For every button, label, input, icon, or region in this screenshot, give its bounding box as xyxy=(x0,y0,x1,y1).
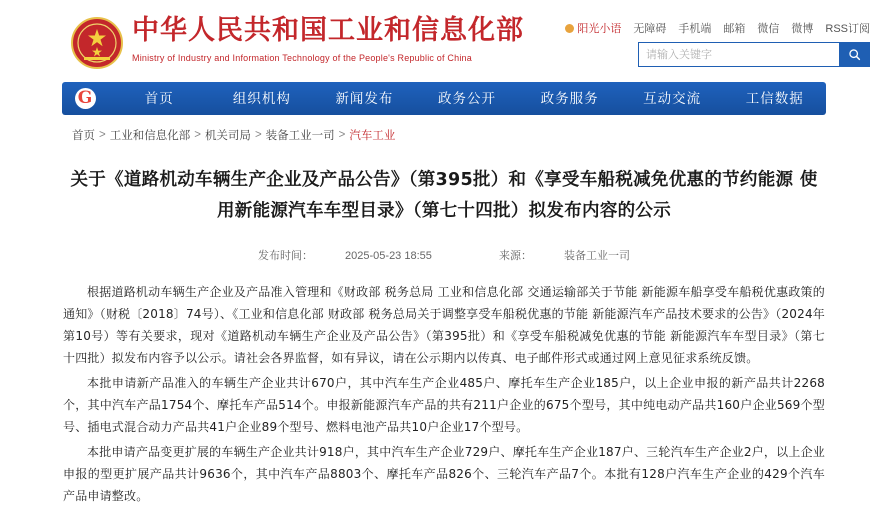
page-title: 关于《道路机动车辆生产企业及产品公告》（第395批）和《享受车船税减免优惠的节约能源 使用新能源汽车车型目录》（第七十四批）拟发布内容的公示 xyxy=(70,170,818,221)
main-nav xyxy=(62,82,826,115)
top-link-email[interactable]: 邮箱 xyxy=(723,23,746,35)
article-body xyxy=(63,281,825,507)
breadcrumb-separator: > xyxy=(99,129,106,141)
article-paragraph: 本批申请产品变更扩展的车辆生产企业共计918户，其中汽车生产企业729户、摩托车生产企业187户、三轮汽车生产企业2户，以上企业申报的型更扩展产品共计9636个，其中汽车产品8803个、摩托车产品826个、三轮汽车产品7个。本批有128户汽车生产企业的429个汽车产品申请整改。 xyxy=(63,445,825,503)
nav-item-home[interactable]: 首页 xyxy=(144,91,174,106)
search-button[interactable] xyxy=(839,43,869,66)
nav-item-organization[interactable]: 组织机构 xyxy=(232,91,291,106)
nav-logo-text: G xyxy=(75,88,96,109)
nav-items xyxy=(108,82,826,115)
breadcrumb-item-current: 汽车工业 xyxy=(349,130,396,142)
publish-time: 发布时间： 2025-05-23 18:55 xyxy=(258,250,432,262)
search-bar xyxy=(638,42,870,67)
nav-item-services[interactable]: 政务服务 xyxy=(540,91,599,106)
breadcrumb-separator: > xyxy=(338,129,346,141)
search-icon xyxy=(848,48,861,61)
site-title-cn: 中华人民共和国工业和信息化部 xyxy=(132,15,524,46)
breadcrumb-separator: > xyxy=(254,129,262,141)
site-header xyxy=(0,0,888,82)
breadcrumb xyxy=(72,127,888,143)
nav-item-government-affairs[interactable]: 政务公开 xyxy=(438,91,497,106)
sun-icon xyxy=(565,24,574,33)
article xyxy=(63,143,825,507)
nav-logo-icon xyxy=(62,88,108,109)
article-meta xyxy=(63,247,825,263)
article-paragraph: 本批申请新产品准入的车辆生产企业共计670户，其中汽车生产企业485户、摩托车生产企业185户，以上企业申报的新产品共计2268个，其中汽车产品1754个、摩托车产品514个。申报新能源汽车产品的共有211户企业的675个型号，其中纯电动产品共160户企业569个型号、插电式混合动力产品共41户企业89个型号、燃料电池产品共10户企业17个型号。 xyxy=(63,376,825,434)
breadcrumb-item-miit[interactable]: 工业和信息化部 xyxy=(109,130,191,142)
breadcrumb-separator: > xyxy=(194,129,201,141)
nav-item-news[interactable]: 新闻发布 xyxy=(335,91,394,106)
breadcrumb-item-home[interactable]: 首页 xyxy=(72,130,95,142)
site-title-en: Ministry of Industry and Information Technology of the People's Republic of China xyxy=(132,53,472,63)
breadcrumb-item-equipment-dept[interactable]: 装备工业一司 xyxy=(265,130,335,142)
top-link-sunshine[interactable] xyxy=(565,20,621,36)
search-input[interactable] xyxy=(639,43,839,66)
nav-item-data[interactable]: 工信数据 xyxy=(745,91,804,106)
top-link-wechat[interactable]: 微信 xyxy=(757,23,780,35)
top-link-label: 阳光小语 xyxy=(577,23,622,35)
top-link-rss[interactable]: RSS订阅 xyxy=(825,23,870,35)
top-link-accessibility[interactable]: 无障碍 xyxy=(633,23,667,35)
top-link-weibo[interactable]: 微博 xyxy=(791,23,814,35)
nav-item-interaction[interactable]: 互动交流 xyxy=(643,91,702,106)
breadcrumb-item-departments[interactable]: 机关司局 xyxy=(204,130,251,142)
article-paragraph: 根据道路机动车辆生产企业及产品准入管理和《财政部 税务总局 工业和信息化部 交通运输部关于节能 新能源车船享受车船税优惠政策的通知》（财税〔2018〕74号）、《工业和信息化部 财政部 税务总局关于调整享受车船税优惠的节能 新能源汽车产品技术要求的公告》（2024年第10号）等有关要求，现对《道路机动车辆生产企业及产品公告》（第395批）和《享受车船税减免优惠的节能 新能源汽车车型目录》（第七十四批）拟发布内容予以公示。请社会各界监督，如有异议，请在公示期内以传真、电子邮件形式或通过网上意见征求系统反馈。 xyxy=(63,285,825,365)
top-link-mobile[interactable]: 手机端 xyxy=(678,23,712,35)
article-source: 来源： 装备工业一司 xyxy=(498,250,630,262)
site-title-block xyxy=(132,14,524,63)
top-links xyxy=(565,20,870,36)
national-emblem-icon xyxy=(70,16,124,70)
